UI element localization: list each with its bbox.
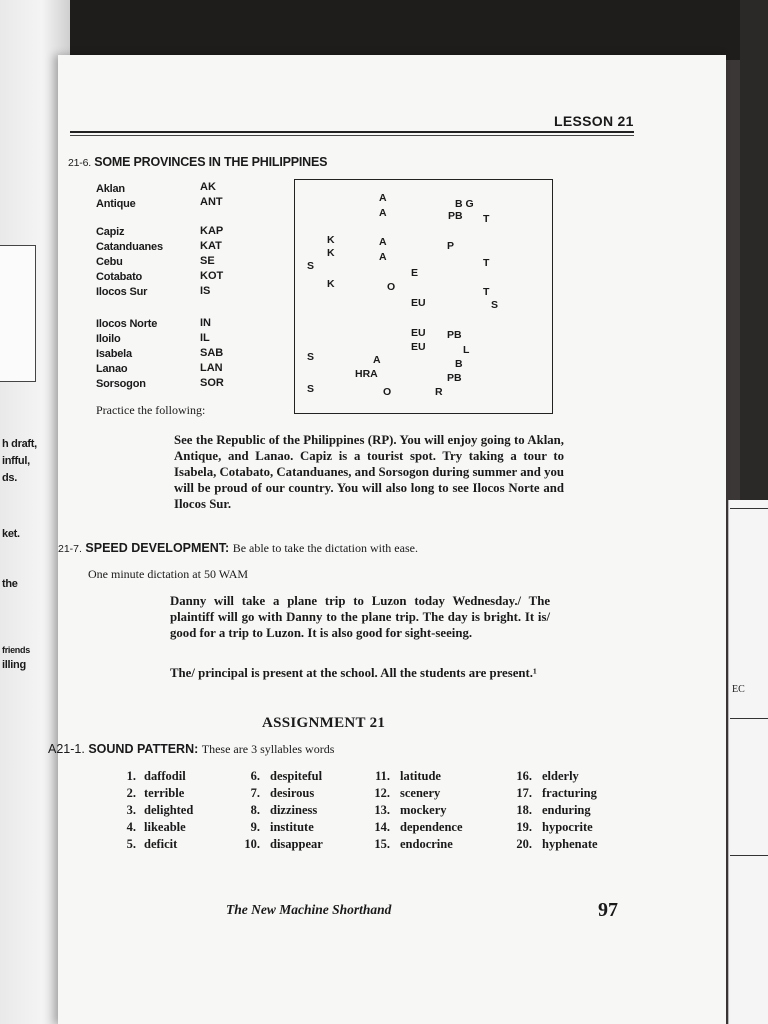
word-item: elderly xyxy=(542,769,579,783)
word-item: institute xyxy=(270,820,314,834)
province-name: Ilocos Sur xyxy=(96,286,148,298)
outline-mark: PB xyxy=(448,210,463,222)
outline-mark: O xyxy=(383,386,392,398)
right-page-fragment: EC xyxy=(732,684,745,695)
province-name: Antique xyxy=(96,198,136,210)
word-number: 19. xyxy=(516,820,532,834)
word-number: 8. xyxy=(250,803,260,817)
page-number: 97 xyxy=(598,899,618,921)
left-page-box xyxy=(0,245,36,382)
word-item: likeable xyxy=(144,820,186,834)
assignment-section-title: SOUND PATTERN: xyxy=(88,742,199,756)
word-number: 14. xyxy=(374,820,390,834)
assignment-title: ASSIGNMENT 21 xyxy=(262,715,386,731)
lesson-header: LESSON 21 xyxy=(554,113,634,129)
word-number: 18. xyxy=(516,803,532,817)
word-number: 2. xyxy=(126,786,136,800)
left-fragment: illing xyxy=(2,659,26,671)
outline-mark: T xyxy=(483,213,490,225)
province-abbr: IS xyxy=(200,285,211,297)
outline-mark: L xyxy=(463,344,470,356)
province-abbr: SAB xyxy=(200,347,224,359)
word-number: 4. xyxy=(126,820,136,834)
assignment-number: A21-1. xyxy=(48,742,85,756)
section-title: SOME PROVINCES IN THE PHILIPPINES xyxy=(94,155,328,169)
word-item: desirous xyxy=(270,786,315,800)
assignment-instruction: These are 3 syllables words xyxy=(201,742,335,756)
outline-mark: S xyxy=(307,260,315,272)
province-abbr: IN xyxy=(200,317,211,329)
word-item: enduring xyxy=(542,803,591,817)
province-name: Sorsogon xyxy=(96,378,146,390)
word-number: 10. xyxy=(244,837,260,851)
word-item: dizziness xyxy=(270,803,318,817)
dictation-paragraph-1 xyxy=(170,593,550,641)
word-number: 3. xyxy=(126,803,136,817)
outline-mark: PB xyxy=(447,372,462,384)
dictation-text: The/ principal is present at the school. All the students are present.¹ xyxy=(170,666,537,680)
book-page xyxy=(48,55,726,1024)
province-name: Ilocos Norte xyxy=(96,318,158,330)
header-rule xyxy=(70,131,634,133)
dictation-subtitle: One minute dictation at 50 WAM xyxy=(88,567,249,581)
outline-mark: K xyxy=(327,278,335,290)
section-21-7-heading xyxy=(58,541,418,556)
dictation-text: Danny will take a plane trip to Luzon today Wednesday./ The plaintiff will go with Danny to the plane trip. The day is bright. It is/ good for a trip to Luzon. It is also good for sight-seeing. xyxy=(170,594,550,640)
right-page-rule xyxy=(730,718,768,719)
outline-mark: K xyxy=(327,247,335,259)
word-item: fracturing xyxy=(542,786,597,800)
word-item: terrible xyxy=(144,786,185,800)
shorthand-outline-box xyxy=(294,179,553,414)
word-number: 16. xyxy=(516,769,532,783)
dictation-paragraph-2 xyxy=(170,665,550,681)
outline-mark: A xyxy=(379,236,387,248)
book-title-footer: The New Machine Shorthand xyxy=(226,902,392,917)
word-number: 17. xyxy=(516,786,532,800)
right-page-rule xyxy=(730,855,768,856)
word-number: 7. xyxy=(250,786,260,800)
left-fragment: the xyxy=(2,578,18,590)
word-number: 6. xyxy=(250,769,260,783)
word-item: dependence xyxy=(400,820,463,834)
word-number: 20. xyxy=(516,837,532,851)
background-top xyxy=(0,0,768,60)
outline-mark: A xyxy=(379,192,387,204)
outline-mark: O xyxy=(387,281,396,293)
province-name: Isabela xyxy=(96,348,132,360)
word-number: 5. xyxy=(126,837,136,851)
word-number: 11. xyxy=(375,769,390,783)
word-number: 13. xyxy=(374,803,390,817)
left-fragment: infful, xyxy=(2,455,30,467)
word-item: mockery xyxy=(400,803,447,817)
outline-mark: B xyxy=(455,358,463,370)
outline-mark: EU xyxy=(411,341,426,353)
province-abbr: SOR xyxy=(200,377,224,389)
province-name: Lanao xyxy=(96,363,128,375)
province-abbr: KOT xyxy=(200,270,224,282)
left-fragment: ds. xyxy=(2,472,17,484)
province-abbr: SE xyxy=(200,255,215,267)
outline-mark: S xyxy=(307,351,315,363)
outline-mark: R xyxy=(435,386,443,398)
province-name: Aklan xyxy=(96,183,125,195)
left-fragment: ket. xyxy=(2,528,20,540)
outline-mark: K xyxy=(327,234,335,246)
outline-mark: PB xyxy=(447,329,462,341)
province-name: Catanduanes xyxy=(96,241,163,253)
outline-mark: A xyxy=(373,354,381,366)
outline-mark: EU xyxy=(411,297,426,309)
word-item: endocrine xyxy=(400,837,453,851)
section-number: 21-6. xyxy=(68,157,91,169)
province-name: Cotabato xyxy=(96,271,143,283)
province-abbr: KAP xyxy=(200,225,224,237)
section-instruction: Be able to take the dictation with ease. xyxy=(232,541,418,555)
word-item: daffodil xyxy=(144,769,186,783)
practice-label: Practice the following: xyxy=(96,403,206,417)
outline-mark: P xyxy=(447,240,455,252)
word-item: latitude xyxy=(400,769,441,783)
word-item: deficit xyxy=(144,837,178,851)
province-abbr: AK xyxy=(200,181,216,193)
section-21-6-heading xyxy=(68,155,327,169)
word-item: hypocrite xyxy=(542,820,593,834)
outline-mark: B G xyxy=(455,198,474,210)
sound-pattern-heading xyxy=(48,742,334,757)
province-abbr: LAN xyxy=(200,362,223,374)
province-name: Capiz xyxy=(96,226,125,238)
province-abbr: ANT xyxy=(200,196,223,208)
practice-text: See the Republic of the Philippines (RP). You will enjoy going to Aklan, Antique, and Lanao. Capiz is a tourist spot. Try taking a tour to Isabela, Cotabato, Catanduanes, and Sorsogon during summer and you will be proud of our country. You will also long to see Ilocos Norte and Ilocos Sur. xyxy=(174,433,564,511)
outline-mark: S xyxy=(491,299,499,311)
header-rule-thin xyxy=(70,135,634,136)
province-abbr: IL xyxy=(200,332,210,344)
word-item: disappear xyxy=(270,837,323,851)
word-item: despiteful xyxy=(270,769,323,783)
left-fragment: h draft, xyxy=(2,438,37,450)
section-number: 21-7. xyxy=(58,543,82,555)
outline-mark: S xyxy=(307,383,315,395)
word-item: delighted xyxy=(144,803,194,817)
right-page-rule xyxy=(730,508,768,509)
section-title: SPEED DEVELOPMENT: xyxy=(85,541,230,555)
word-number: 9. xyxy=(250,820,260,834)
word-number: 15. xyxy=(374,837,390,851)
outline-mark: EU xyxy=(411,327,426,339)
word-number: 1. xyxy=(126,769,136,783)
outline-mark: E xyxy=(411,267,419,279)
outline-mark: HRA xyxy=(355,368,378,380)
province-name: Iloilo xyxy=(96,333,121,345)
outline-mark: A xyxy=(379,207,387,219)
outline-mark: A xyxy=(379,251,387,263)
practice-paragraph xyxy=(174,432,564,512)
right-page-edge xyxy=(728,500,768,1024)
left-fragment: friends xyxy=(2,645,30,655)
province-name: Cebu xyxy=(96,256,123,268)
province-abbr: KAT xyxy=(200,240,222,252)
word-number: 12. xyxy=(374,786,390,800)
word-item: scenery xyxy=(400,786,441,800)
outline-mark: T xyxy=(483,257,490,269)
word-item: hyphenate xyxy=(542,837,598,851)
outline-mark: T xyxy=(483,286,490,298)
